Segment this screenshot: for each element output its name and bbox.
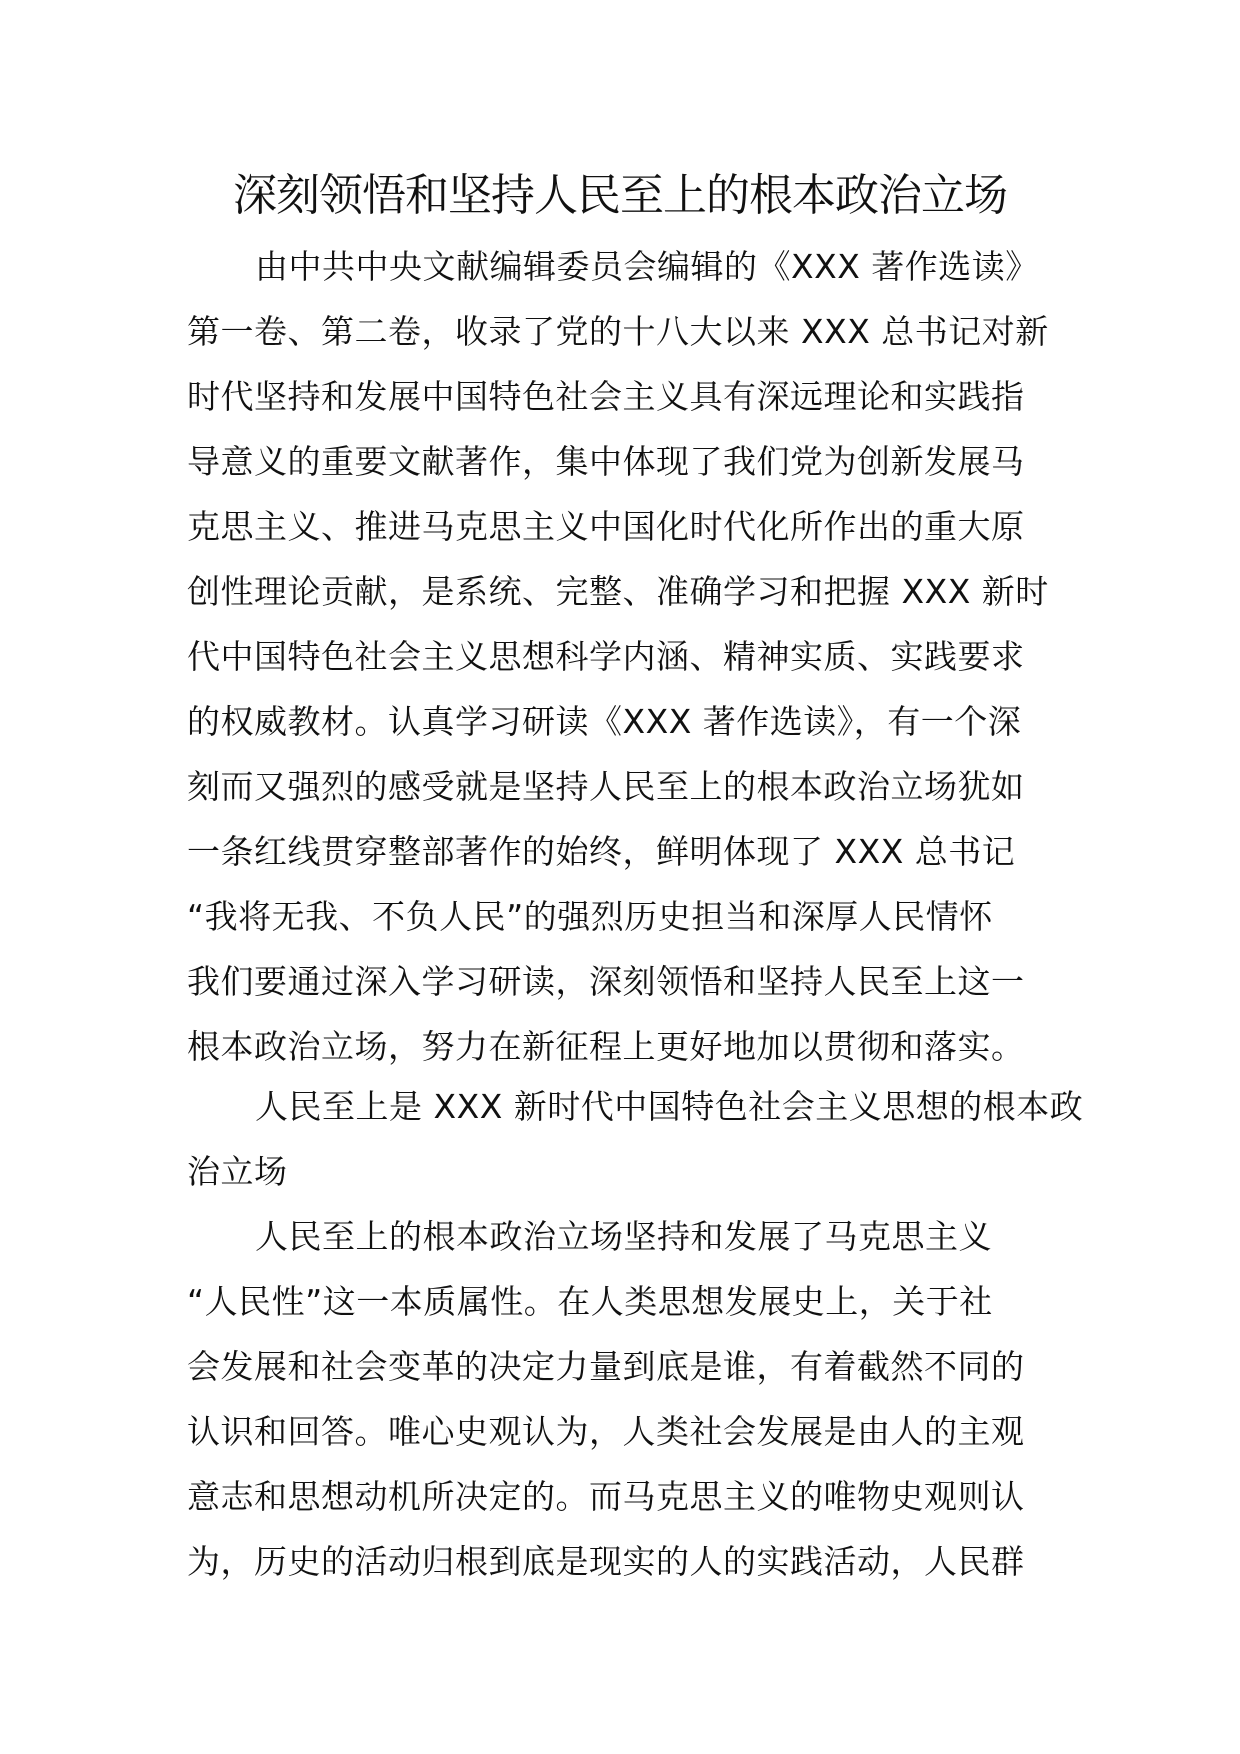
text-line: 克思主义、推进马克思主义中国化时代化所作出的重大原 — [187, 507, 1025, 546]
text-line: 由中共中央文献编辑委员会编辑的《XXX 著作选读》 — [255, 247, 1039, 286]
text-line: 一条红线贯穿整部著作的始终，鲜明体现了 XXX 总书记 — [187, 832, 1016, 871]
text-line: 意志和思想动机所决定的。而马克思主义的唯物史观则认 — [187, 1477, 1025, 1516]
text-line: 导意义的重要文献著作，集中体现了我们党为创新发展马 — [187, 442, 1025, 481]
document-title: 深刻领悟和坚持人民至上的根本政治立场 — [233, 170, 1007, 221]
text-line: 根本政治立场，努力在新征程上更好地加以贯彻和落实。 — [187, 1027, 1025, 1066]
text-line: 时代坚持和发展中国特色社会主义具有深远理论和实践指 — [187, 377, 1025, 416]
text-line: 会发展和社会变革的决定力量到底是谁，有着截然不同的 — [187, 1347, 1025, 1386]
text-line: 第一卷、第二卷，收录了党的十八大以来 XXX 总书记对新 — [187, 312, 1049, 351]
text-line: 认识和回答。唯心史观认为，人类社会发展是由人的主观 — [187, 1412, 1025, 1451]
text-line: “我将无我、不负人民”的强烈历史担当和深厚人民情怀 — [187, 897, 993, 936]
paragraph-body — [187, 1204, 1057, 1594]
text-line: 人民至上的根本政治立场坚持和发展了马克思主义 — [255, 1217, 992, 1256]
text-line: 人民至上是 XXX 新时代中国特色社会主义思想的根本政 — [255, 1087, 1084, 1126]
text-line: 我们要通过深入学习研读，深刻领悟和坚持人民至上这一 — [187, 962, 1025, 1001]
paragraph-intro — [187, 234, 1057, 1079]
section-heading — [187, 1074, 1084, 1204]
text-line: 创性理论贡献，是系统、完整、准确学习和把握 XXX 新时 — [187, 572, 1049, 611]
text-line: 刻而又强烈的感受就是坚持人民至上的根本政治立场犹如 — [187, 767, 1025, 806]
text-line: 为，历史的活动归根到底是现实的人的实践活动，人民群 — [187, 1542, 1025, 1581]
text-line: “人民性”这一本质属性。在人类思想发展史上，关于社 — [187, 1282, 993, 1321]
text-line: 的权威教材。认真学习研读《XXX 著作选读》，有一个深 — [187, 702, 1022, 741]
text-line: 代中国特色社会主义思想科学内涵、精神实质、实践要求 — [187, 637, 1025, 676]
text-line: 治立场 — [187, 1152, 288, 1191]
